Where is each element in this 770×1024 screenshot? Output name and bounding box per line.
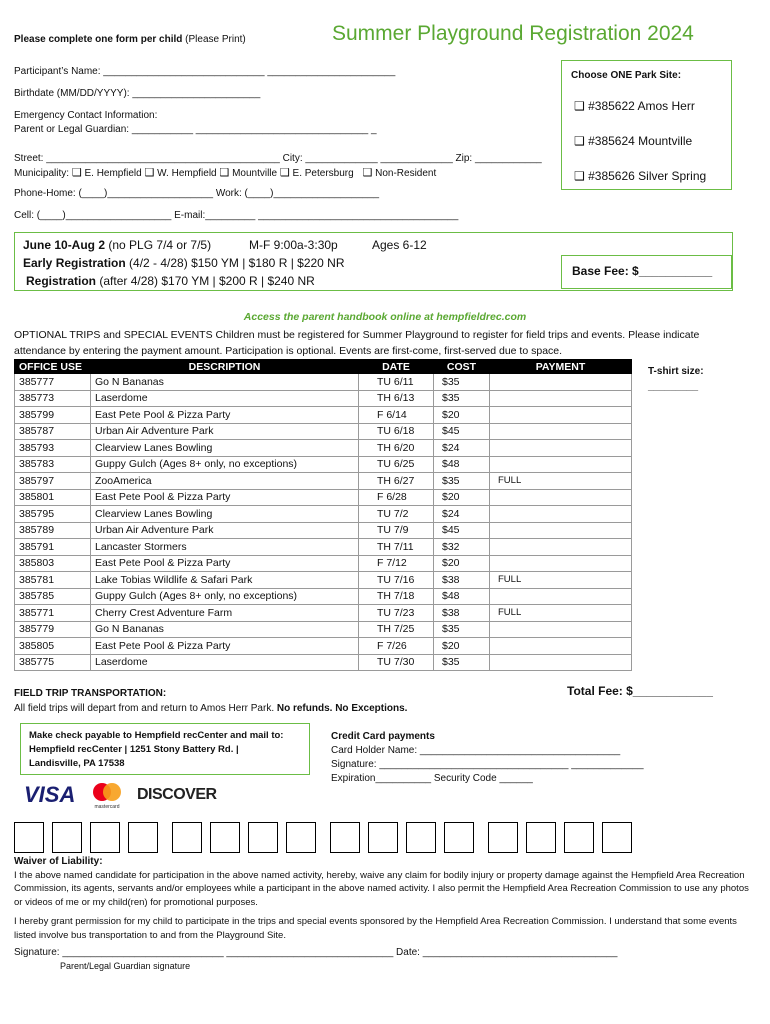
trip-code-cell: 385795 [15,506,91,523]
checkbox-icon: ❑ [219,167,230,179]
park-site-option[interactable]: ❑ #385622 Amos Herr [574,99,695,113]
card-signature-field[interactable]: Signature: __________________________________ _____________ [331,759,644,770]
trip-payment-cell[interactable] [490,539,632,556]
trip-code-cell: 385803 [15,555,91,572]
trip-code-cell: 385789 [15,522,91,539]
trip-code-cell: 385771 [15,605,91,622]
trip-date-cell: TH 6/20 [359,440,434,457]
trip-payment-cell[interactable] [490,638,632,655]
trip-payment-cell[interactable] [490,456,632,473]
checkbox-icon: ❑ [574,169,589,183]
trip-date-cell: TU 7/16 [359,572,434,589]
trip-cost-cell: $24 [434,440,490,457]
table-row [15,423,632,440]
session-ages: Ages 6-12 [372,238,427,252]
total-fee-field[interactable]: Total Fee: $____________ [567,684,713,698]
table-row [15,638,632,655]
trip-payment-cell[interactable] [490,555,632,572]
table-row [15,473,632,490]
table-row [15,539,632,556]
col-payment: PAYMENT [490,360,632,374]
table-row [15,555,632,572]
trip-description-cell: East Pete Pool & Pizza Party [91,407,359,424]
signature-caption: Parent/Legal Guardian signature [60,960,191,971]
trip-cost-cell: $48 [434,588,490,605]
col-description: DESCRIPTION [91,360,359,374]
trip-description-cell: East Pete Pool & Pizza Party [91,489,359,506]
trip-date-cell: TU 6/11 [359,374,434,391]
trip-description-cell: Urban Air Adventure Park [91,522,359,539]
waiver-signature-field[interactable]: Signature: _____________________________ ______________________________ Date: ___________________________________ [14,947,618,958]
trip-description-cell: ZooAmerica [91,473,359,490]
credit-card-title: Credit Card payments [331,731,435,742]
trip-code-cell: 385787 [15,423,91,440]
trip-payment-cell[interactable]: FULL [490,605,632,622]
participant-name-field[interactable]: Participant’s Name: _____________________________ _______________________ [14,66,396,77]
trip-code-cell: 385805 [15,638,91,655]
trip-payment-cell[interactable] [490,423,632,440]
cell-email-field[interactable]: Cell: (____)___________________ E-mail:_________ ____________________________________ [14,210,459,221]
card-digit-box[interactable] [172,822,202,853]
trip-code-cell: 385777 [15,374,91,391]
table-row [15,522,632,539]
trip-payment-cell[interactable] [490,522,632,539]
card-digit-box[interactable] [128,822,158,853]
trip-cost-cell: $35 [434,374,490,391]
trip-cost-cell: $38 [434,605,490,622]
trip-description-cell: Guppy Gulch (Ages 8+ only, no exceptions) [91,588,359,605]
trip-cost-cell: $35 [434,390,490,407]
tshirt-size-field[interactable]: T-shirt size: _________ [648,366,704,392]
waiver-section [14,855,756,973]
handbook-link[interactable]: Access the parent handbook online at hempfieldrec.com [243,311,527,323]
trip-code-cell: 385773 [15,390,91,407]
trip-cost-cell: $35 [434,654,490,671]
trip-description-cell: Guppy Gulch (Ages 8+ only, no exceptions) [91,456,359,473]
trip-cost-cell: $20 [434,555,490,572]
card-digit-box[interactable] [52,822,82,853]
checkbox-icon: ❑ [71,167,82,179]
trip-cost-cell: $20 [434,489,490,506]
trip-code-cell: 385781 [15,572,91,589]
table-row [15,440,632,457]
card-digit-box[interactable] [286,822,316,853]
trip-cost-cell: $45 [434,423,490,440]
card-digit-box[interactable] [248,822,278,853]
table-row [15,374,632,391]
trip-date-cell: TU 7/2 [359,506,434,523]
checkbox-icon: ❑ [362,167,373,179]
trip-payment-cell[interactable]: FULL [490,572,632,589]
checkbox-icon: ❑ [279,167,290,179]
table-row [15,506,632,523]
checkbox-icon: ❑ [574,134,589,148]
trip-payment-cell[interactable] [490,440,632,457]
waiver-paragraph: I the above named candidate for participation in the above named activity, hereby, waive any claim for bodily injury or property damage against the Hempfield Area Recreation Commission, its agents, servants and/or employees while a participant in the above named activity. I also permit the Hempfield Area Recreation Commission to use any photos or videos of me or my child(ren) for promotional purposes. [14,869,749,908]
emergency-label: Emergency Contact Information: [14,110,158,121]
card-digit-box[interactable] [444,822,474,853]
trip-payment-cell[interactable] [490,621,632,638]
registration-fee: Registration (after 4/28) $170 YM | $200 R | $240 NR [26,274,315,288]
transport-text: All field trips will depart from and return to Amos Herr Park. No refunds. No Exceptions. [14,703,408,714]
checkbox-icon: ❑ [574,99,589,113]
trip-cost-cell: $35 [434,473,490,490]
table-header-row [15,360,632,374]
trip-description-cell: Laserdome [91,654,359,671]
col-date: DATE [359,360,434,374]
session-hours: M-F 9:00a-3:30p [249,238,338,252]
trip-code-cell: 385775 [15,654,91,671]
card-holder-field[interactable]: Card Holder Name: ____________________________________ [331,745,621,756]
trip-date-cell: TU 7/23 [359,605,434,622]
park-site-option[interactable]: ❑ #385626 Silver Spring [574,169,707,183]
trip-date-cell: TH 6/27 [359,473,434,490]
card-digit-box[interactable] [564,822,594,853]
card-digit-box[interactable] [488,822,518,853]
trip-cost-cell: $20 [434,638,490,655]
park-site-header: Choose ONE Park Site: [571,70,682,81]
trip-payment-cell[interactable] [490,588,632,605]
phone-field[interactable]: Phone-Home: (____)___________________ Work: (____)___________________ [14,188,380,199]
table-row [15,654,632,671]
trip-date-cell: TH 7/11 [359,539,434,556]
card-expiration-field[interactable]: Expiration__________ Security Code ______ [331,773,533,784]
trip-payment-cell[interactable] [490,390,632,407]
table-row [15,588,632,605]
mail-check-box: Make check payable to Hempfield recCenter and mail to: Hempfield recCenter | 1251 Stony Battery Rd. | Landisville, PA 17538 [20,723,310,775]
base-fee-field[interactable]: Base Fee: $___________ [561,255,732,289]
trip-cost-cell: $24 [434,506,490,523]
session-dates: June 10-Aug 2 (no PLG 7/4 or 7/5) [23,238,212,252]
trip-description-cell: Clearview Lanes Bowling [91,440,359,457]
discover-logo: DISCOVER [137,786,217,803]
trip-cost-cell: $35 [434,621,490,638]
trip-description-cell: Lancaster Stormers [91,539,359,556]
mastercard-logo: mastercard [90,782,124,808]
trip-cost-cell: $20 [434,407,490,424]
trip-description-cell: Urban Air Adventure Park [91,423,359,440]
trip-code-cell: 385785 [15,588,91,605]
municipality-checkbox[interactable]: ❑ W. Hempfield [144,167,217,179]
card-digit-box[interactable] [210,822,240,853]
municipality-checkbox[interactable]: ❑ Mountville [219,167,278,179]
trip-description-cell: East Pete Pool & Pizza Party [91,638,359,655]
trip-description-cell: Laserdome [91,390,359,407]
trips-table [14,359,632,671]
trip-date-cell: TU 7/9 [359,522,434,539]
trip-date-cell: TH 7/25 [359,621,434,638]
trip-cost-cell: $45 [434,522,490,539]
trip-code-cell: 385783 [15,456,91,473]
birthdate-field[interactable]: Birthdate (MM/DD/YYYY): _______________________ [14,88,261,99]
trip-date-cell: F 7/12 [359,555,434,572]
visa-logo: VISA [24,782,76,807]
trip-date-cell: F 7/26 [359,638,434,655]
municipality-row [14,166,436,179]
municipality-checkbox[interactable]: ❑ Non-Resident [362,167,437,179]
trip-date-cell: TU 7/30 [359,654,434,671]
trip-date-cell: TH 6/13 [359,390,434,407]
trip-cost-cell: $48 [434,456,490,473]
trip-description-cell: East Pete Pool & Pizza Party [91,555,359,572]
card-digit-box[interactable] [330,822,360,853]
trip-date-cell: F 6/14 [359,407,434,424]
trip-description-cell: Cherry Crest Adventure Farm [91,605,359,622]
trip-code-cell: 385799 [15,407,91,424]
street-field[interactable]: Street: __________________________________________ City: _____________ _____________ Zip: ____________ [14,153,542,164]
table-row [15,621,632,638]
trip-code-cell: 385779 [15,621,91,638]
early-registration: Early Registration (4/2 - 4/28) $150 YM | $180 R | $220 NR [23,256,345,270]
trip-cost-cell: $38 [434,572,490,589]
trip-code-cell: 385797 [15,473,91,490]
trip-description-cell: Go N Bananas [91,374,359,391]
table-row [15,489,632,506]
municipality-label: Municipality: [14,168,70,179]
trip-payment-cell[interactable]: FULL [490,473,632,490]
trip-payment-cell[interactable] [490,489,632,506]
table-row [15,572,632,589]
instruction-bold: Please complete one form per child [14,34,183,45]
card-digit-box[interactable] [526,822,556,853]
page-title: Summer Playground Registration 2024 [332,22,694,45]
trip-description-cell: Clearview Lanes Bowling [91,506,359,523]
checkbox-icon: ❑ [144,167,155,179]
card-digit-box[interactable] [368,822,398,853]
trip-payment-cell[interactable] [490,407,632,424]
trip-date-cell: TU 6/18 [359,423,434,440]
col-office-use: OFFICE USE [15,360,91,374]
park-site-option[interactable]: ❑ #385624 Mountville [574,134,693,148]
trip-date-cell: F 6/28 [359,489,434,506]
municipality-checkbox[interactable]: ❑ E. Hempfield [71,167,142,179]
card-digit-box[interactable] [14,822,44,853]
park-site-box [561,60,732,190]
waiver-title: Waiver of Liability: [14,856,103,867]
col-cost: COST [434,360,490,374]
trip-code-cell: 385801 [15,489,91,506]
trip-cost-cell: $32 [434,539,490,556]
table-row [15,456,632,473]
transport-title: FIELD TRIP TRANSPORTATION: [14,688,167,699]
trip-payment-cell[interactable] [490,654,632,671]
form-instruction [14,34,246,45]
credit-card-section [331,730,644,786]
instruction-normal: (Please Print) [185,34,246,45]
permission-paragraph: I hereby grant permission for my child to participate in the trips and special events sponsored by the Hempfield Area Recreation Commission. I understand that some events listed involve bus transportation to and from the Playground Site. [14,916,737,941]
municipality-checkbox[interactable]: ❑ E. Petersburg [279,167,354,179]
optional-trips-text: OPTIONAL TRIPS and SPECIAL EVENTS Children must be registered for Summer Playground to register for field trips and events. Please indicate attendance by entering the payment amount. Participation is optional. Events are first-come, first-served due to space. [14,329,700,357]
trip-payment-cell[interactable] [490,374,632,391]
trip-description-cell: Go N Bananas [91,621,359,638]
card-digit-box[interactable] [406,822,436,853]
table-row [15,407,632,424]
card-digit-box[interactable] [90,822,120,853]
trip-code-cell: 385791 [15,539,91,556]
trip-date-cell: TU 6/25 [359,456,434,473]
table-row [15,605,632,622]
trip-date-cell: TH 7/18 [359,588,434,605]
trip-payment-cell[interactable] [490,506,632,523]
trip-code-cell: 385793 [15,440,91,457]
trip-description-cell: Lake Tobias Wildlife & Safari Park [91,572,359,589]
card-digit-box[interactable] [602,822,632,853]
guardian-field[interactable]: Parent or Legal Guardian: ___________ _______________________________ _ [14,124,377,135]
table-row [15,390,632,407]
